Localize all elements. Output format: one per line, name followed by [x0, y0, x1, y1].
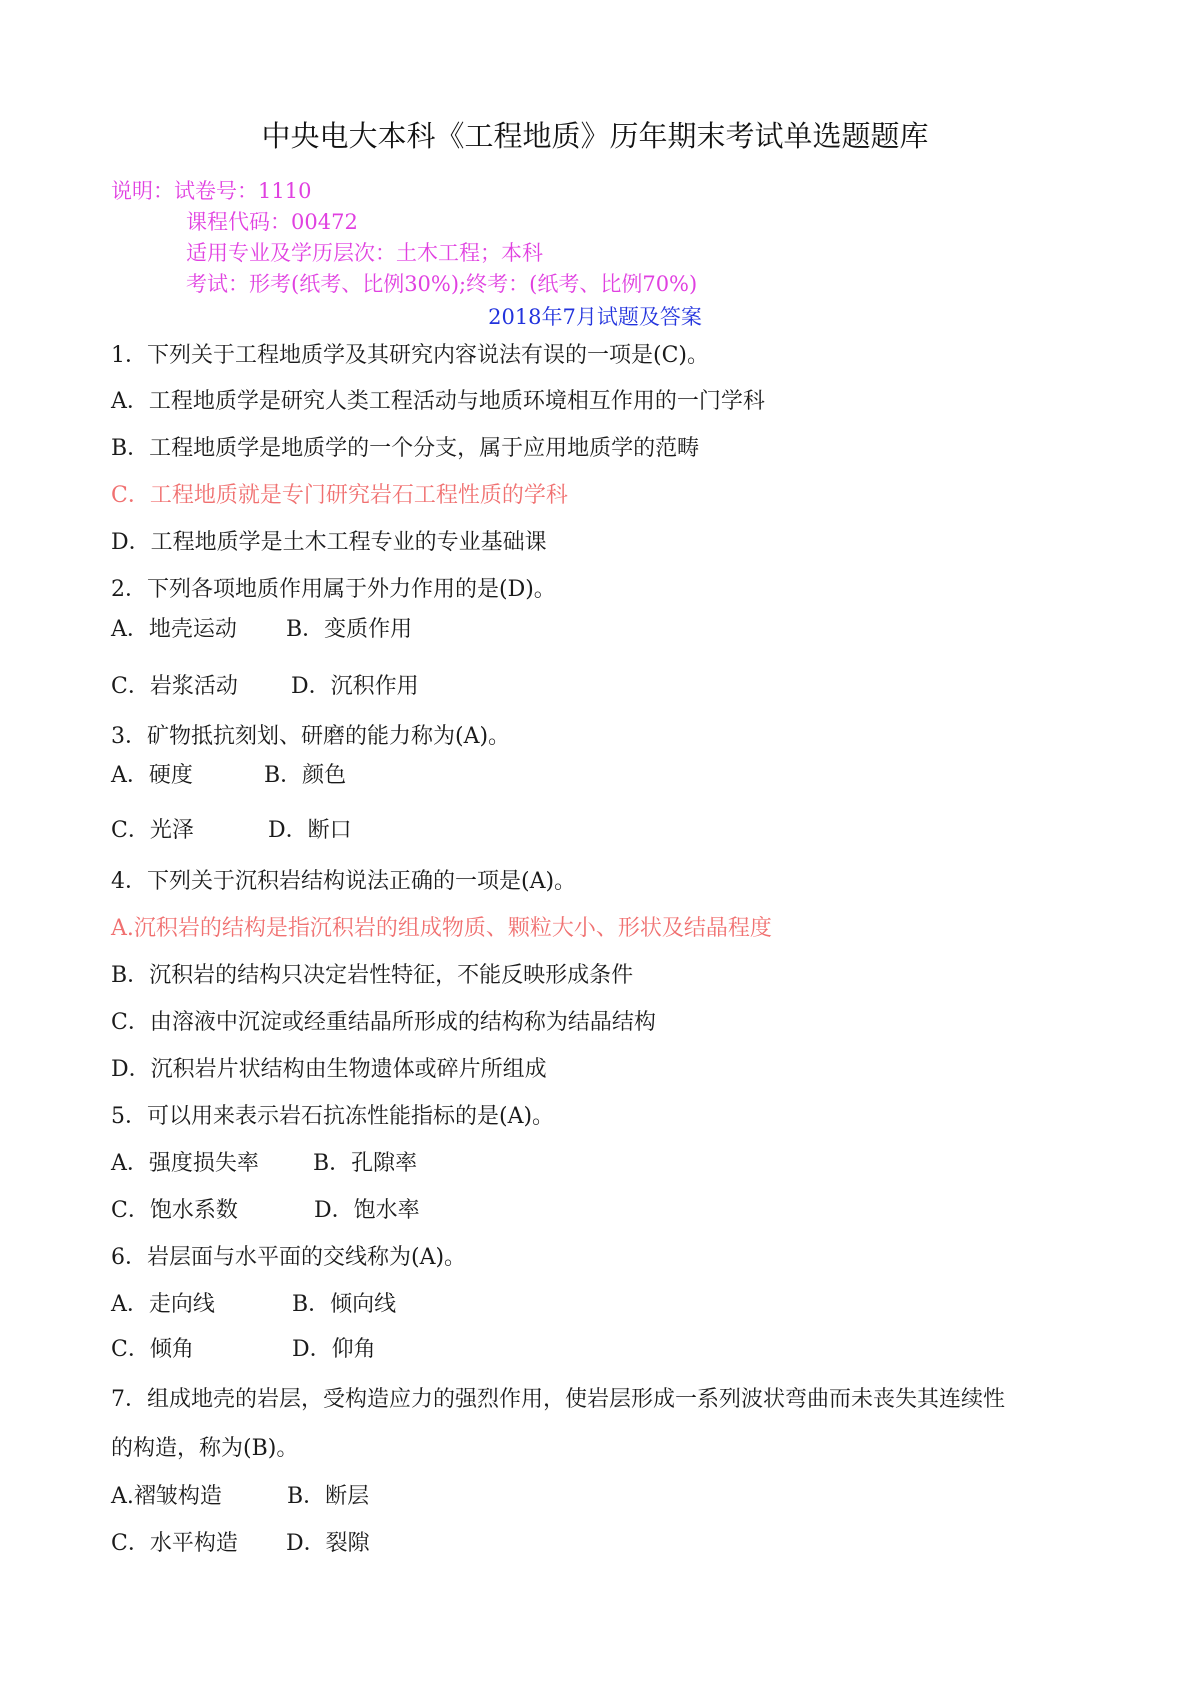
option: A.褶皱构造	[111, 1484, 222, 1509]
option: B．工程地质学是地质学的一个分支，属于应用地质学的范畴	[111, 436, 700, 461]
option-correct: A．走向线	[111, 1292, 215, 1317]
option: A．地壳运动	[111, 617, 237, 642]
option-correct: B．断层	[287, 1484, 370, 1509]
option: D．仰角	[292, 1337, 376, 1362]
option: C．由溶液中沉淀或经重结晶所形成的结构称为结晶结构	[111, 1010, 656, 1035]
option: C．光泽	[111, 818, 194, 843]
option: D．工程地质学是土木工程专业的专业基础课	[111, 530, 547, 555]
option: D．裂隙	[286, 1531, 370, 1556]
option-correct: A．硬度	[111, 763, 193, 788]
option: D．饱水率	[314, 1198, 420, 1223]
question-stem-continued: 的构造，称为(B)。	[111, 1436, 299, 1461]
option: D．断口	[268, 818, 352, 843]
option: B．倾向线	[292, 1292, 397, 1317]
option: C．水平构造	[111, 1531, 238, 1556]
option: C．倾角	[111, 1337, 194, 1362]
option-correct: A．强度损失率	[111, 1151, 259, 1176]
option: D．沉积岩片状结构由生物遗体或碎片所组成	[111, 1057, 547, 1082]
option: A．工程地质学是研究人类工程活动与地质环境相互作用的一门学科	[111, 389, 765, 414]
note-course-code: 课程代码：00472	[186, 210, 358, 234]
question-stem: 1．下列关于工程地质学及其研究内容说法有误的一项是(C)。	[111, 343, 709, 368]
question-stem: 6．岩层面与水平面的交线称为(A)。	[111, 1245, 467, 1270]
option: B．孔隙率	[313, 1151, 418, 1176]
question-stem: 2．下列各项地质作用属于外力作用的是(D)。	[111, 577, 556, 602]
option-correct: D．沉积作用	[291, 674, 419, 699]
option: B．沉积岩的结构只决定岩性特征，不能反映形成条件	[111, 963, 634, 988]
note-exam-format: 考试：形考(纸考、比例30%);终考：(纸考、比例70%)	[186, 272, 698, 296]
question-stem: 4．下列关于沉积岩结构说法正确的一项是(A)。	[111, 869, 577, 894]
question-stem: 5．可以用来表示岩石抗冻性能指标的是(A)。	[111, 1104, 555, 1129]
question-stem: 7．组成地壳的岩层，受构造应力的强烈作用，使岩层形成一系列波状弯曲而未丧失其连续性	[111, 1387, 1006, 1412]
document-title: 中央电大本科《工程地质》历年期末考试单选题题库	[261, 119, 929, 153]
question-stem: 3．矿物抵抗刻划、研磨的能力称为(A)。	[111, 724, 511, 749]
option: C．岩浆活动	[111, 674, 238, 699]
option-correct: A.沉积岩的结构是指沉积岩的组成物质、颗粒大小、形状及结晶程度	[111, 916, 772, 941]
option-correct: C．工程地质就是专门研究岩石工程性质的学科	[111, 483, 568, 508]
section-heading: 2018年7月试题及答案	[488, 305, 702, 329]
note-exam-number: 说明：试卷号：1110	[111, 179, 312, 203]
note-major-level: 适用专业及学历层次：土木工程；本科	[186, 241, 543, 265]
option: B．颜色	[264, 763, 347, 788]
option: B．变质作用	[286, 617, 413, 642]
option: C．饱水系数	[111, 1198, 238, 1223]
